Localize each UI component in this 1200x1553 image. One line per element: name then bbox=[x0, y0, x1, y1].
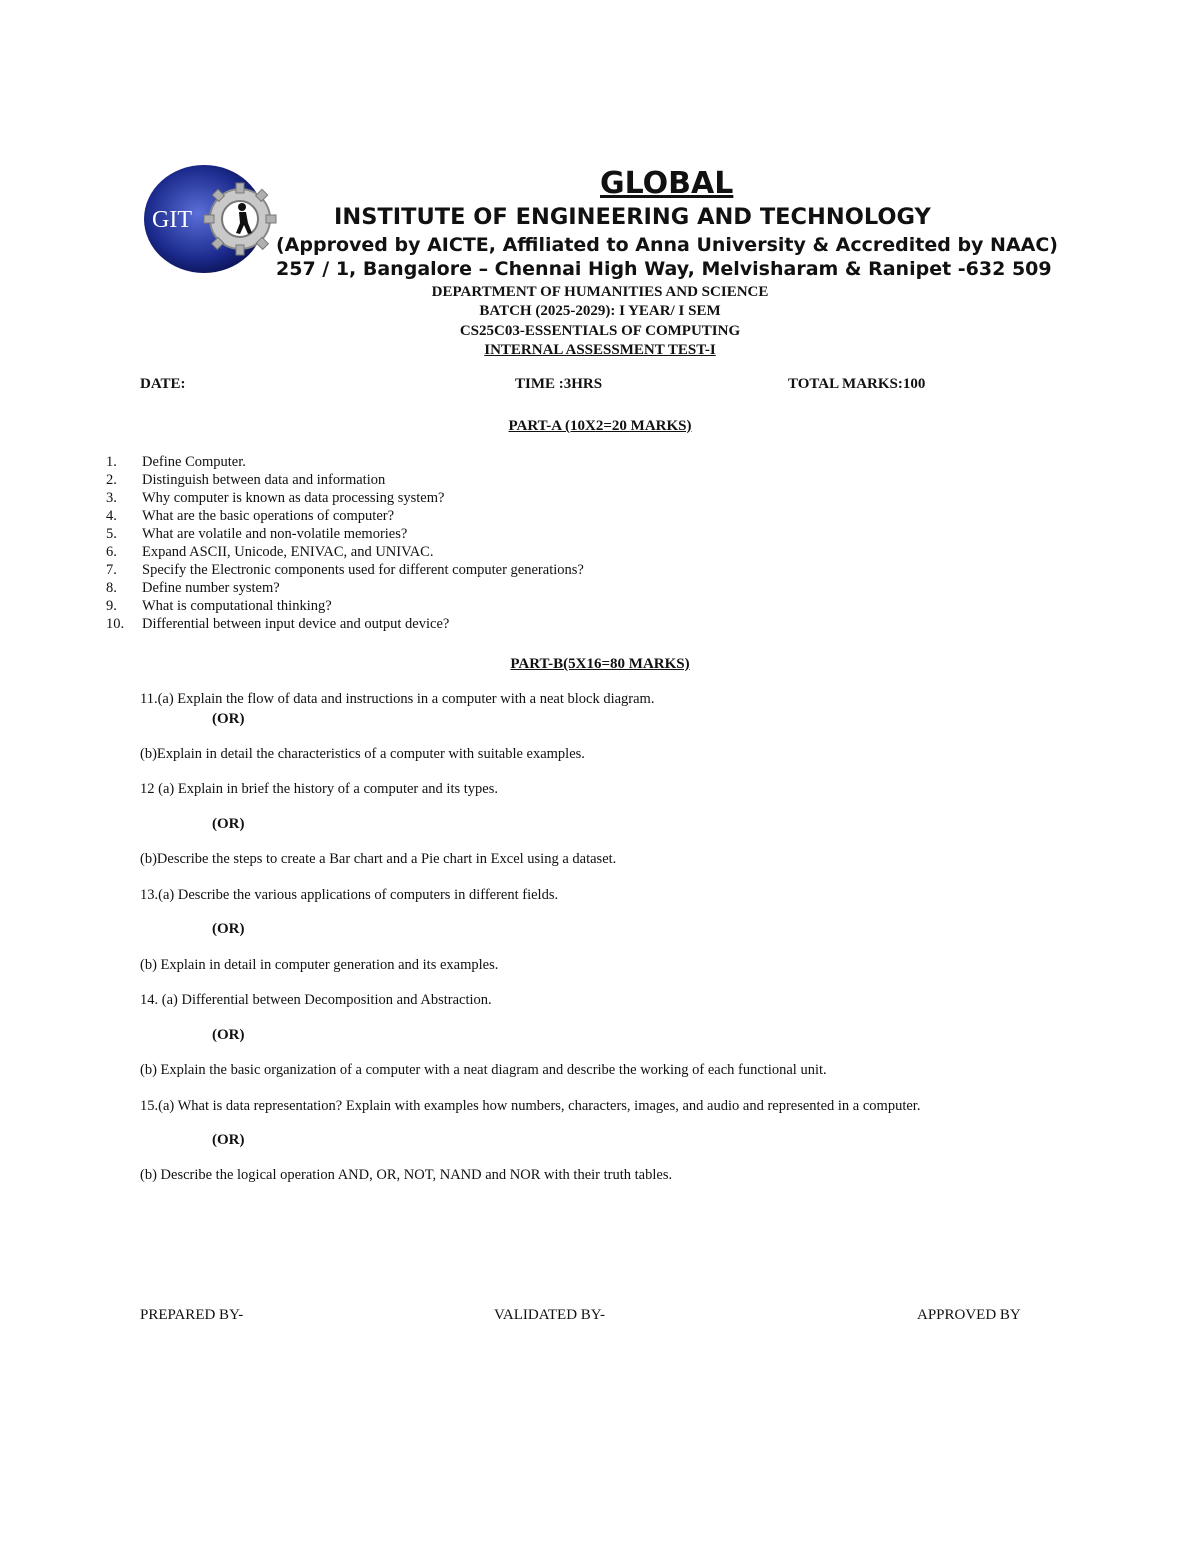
exam-title: INTERNAL ASSESSMENT TEST-I bbox=[484, 342, 716, 358]
or-label: (OR) bbox=[212, 921, 245, 937]
list-item: 1. Define Computer. bbox=[106, 454, 246, 470]
list-item: 2. Distinguish between data and information bbox=[106, 472, 386, 488]
question-15b: (b) Describe the logical operation AND, OR, NOT, NAND and NOR with their truth tables. bbox=[140, 1167, 673, 1183]
list-item: 4. What are the basic operations of computer? bbox=[106, 508, 395, 524]
batch-line: BATCH (2025-2029): I YEAR/ I SEM bbox=[479, 303, 721, 319]
validated-by: VALIDATED BY- bbox=[494, 1307, 605, 1323]
question-11b: (b)Explain in detail the characteristics of a computer with suitable examples. bbox=[140, 746, 585, 762]
list-item: 10. Differential between input device and output device? bbox=[106, 616, 450, 632]
institute-title-full: INSTITUTE OF ENGINEERING AND TECHNOLOGY bbox=[334, 204, 931, 230]
question-15a: 15.(a) What is data representation? Explain with examples how numbers, characters, images, and audio and represented in a computer. bbox=[140, 1098, 921, 1114]
or-label: (OR) bbox=[212, 711, 245, 727]
or-label: (OR) bbox=[212, 1132, 245, 1148]
part-a-heading: PART-A (10X2=20 MARKS) bbox=[508, 418, 692, 434]
department-line: DEPARTMENT OF HUMANITIES AND SCIENCE bbox=[431, 284, 769, 300]
list-item: 6. Expand ASCII, Unicode, ENIVAC, and UNIVAC. bbox=[106, 544, 434, 560]
part-b-heading: PART-B(5X16=80 MARKS) bbox=[510, 656, 690, 672]
question-13b: (b) Explain in detail in computer generation and its examples. bbox=[140, 957, 499, 973]
question-12a: 12 (a) Explain in brief the history of a computer and its types. bbox=[140, 781, 498, 797]
logo-text: GIT bbox=[152, 207, 192, 233]
question-11a: 11.(a) Explain the flow of data and instructions in a computer with a neat block diagram. bbox=[140, 691, 655, 707]
approved-by: APPROVED BY bbox=[917, 1307, 1021, 1323]
or-label: (OR) bbox=[212, 816, 245, 832]
question-12b: (b)Describe the steps to create a Bar chart and a Pie chart in Excel using a dataset. bbox=[140, 851, 617, 867]
list-item: 8. Define number system? bbox=[106, 580, 280, 596]
question-14a: 14. (a) Differential between Decomposition and Abstraction. bbox=[140, 992, 492, 1008]
list-item: 5. What are volatile and non-volatile memories? bbox=[106, 526, 408, 542]
list-item: 3. Why computer is known as data processing system? bbox=[106, 490, 445, 506]
institute-logo bbox=[142, 163, 280, 275]
list-item: 9. What is computational thinking? bbox=[106, 598, 332, 614]
list-item: 7. Specify the Electronic components used for different computer generations? bbox=[106, 562, 584, 578]
prepared-by: PREPARED BY- bbox=[140, 1307, 244, 1323]
question-14b: (b) Explain the basic organization of a computer with a neat diagram and describe the working of each functional unit. bbox=[140, 1062, 827, 1078]
date-label: DATE: bbox=[140, 376, 186, 392]
question-13a: 13.(a) Describe the various applications of computers in different fields. bbox=[140, 887, 559, 903]
time-label: TIME :3HRS bbox=[515, 376, 603, 392]
total-marks-label: TOTAL MARKS:100 bbox=[788, 376, 926, 392]
approval-line: (Approved by AICTE, Affiliated to Anna University & Accredited by NAAC) bbox=[276, 234, 1058, 256]
or-label: (OR) bbox=[212, 1027, 245, 1043]
course-line: CS25C03-ESSENTIALS OF COMPUTING bbox=[459, 323, 741, 339]
institute-title-global: GLOBAL bbox=[600, 166, 734, 201]
address-line: 257 / 1, Bangalore – Chennai High Way, Melvisharam & Ranipet -632 509 bbox=[276, 258, 1052, 280]
